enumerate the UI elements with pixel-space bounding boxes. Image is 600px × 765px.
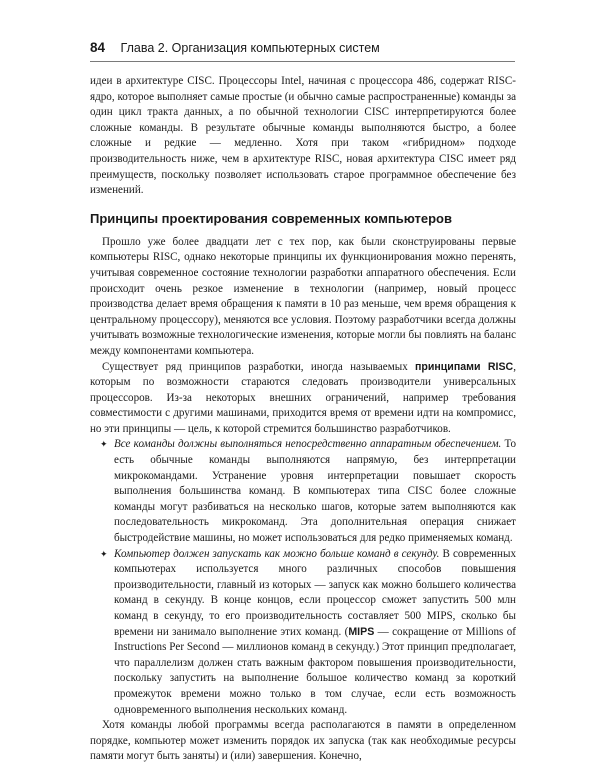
page-number: 84 bbox=[90, 40, 106, 55]
chapter-title: Глава 2. Организация компьютерных систем bbox=[120, 41, 380, 55]
bullet-diamond-icon: ✦ bbox=[100, 439, 108, 450]
principle-lead: Компьютер должен запускать как можно больше команд в секунду. bbox=[114, 547, 440, 560]
page-body bbox=[90, 74, 516, 765]
intro-paragraph: идеи в архитектуре CISC. Процессоры Intel, начиная с процессора 486, содержат RISC-ядро, которое выполняет самые простые (и обычно самые распространенные) команды за один цикл тракта данных, а по обычной технологии CISC интерпретируются более сложные команды. В результате обычные команды выполняются быстро, а более сложные и редкие — медленно. Хотя при таком «гибридном» подходе производительность ниже, чем в архитектуре RISC, новая архитектура CISC имеет ряд преимуществ, поскольку позволяет использовать старое программное обеспечение без изменений. bbox=[90, 75, 516, 197]
principles-list bbox=[90, 437, 516, 718]
principle-text: То есть обычные команды выполняются напрямую, без интерпретации микрокомандами. Устранение уровня интерпретации повышает скорость выполнения большинства команд. В компьютерах типа CISC более сложные команды могут разбиваться на несколько шагов, которые затем выполняются как последовательность микрокоманд. Эта дополнительная операция снижает быстродействие машины, но может использоваться для редко применяемых команд. bbox=[114, 438, 517, 545]
bullet-diamond-icon: ✦ bbox=[100, 548, 108, 559]
mips-term: MIPS bbox=[348, 625, 375, 638]
paragraph-2 bbox=[90, 360, 516, 438]
principle-lead: Все команды должны выполняться непосредственно аппаратным обеспечением. bbox=[114, 438, 502, 451]
risc-principles-term: принципами RISC bbox=[415, 360, 514, 373]
section-heading: Принципы проектирования современных компьютеров bbox=[90, 210, 452, 226]
running-header bbox=[90, 40, 515, 62]
principle-text-continued: — сокращение от Millions of Instructions Per Second — миллионов команд в секунду.) Этот принцип предполагает, что параллелизм должен стать важным фактором повышения производительности, поскольку запустить на выполнение большое количество команд за короткий промежуток времени можно только в том случае, если есть возможность одновременного выполнения нескольких команд. bbox=[114, 625, 516, 716]
list-item bbox=[90, 547, 516, 719]
list-item bbox=[90, 437, 516, 546]
paragraph-1: Прошло уже более двадцати лет с тех пор, как были сконструированы первые компьютеры RISC, однако некоторые принципы их функционирования можно перенять, учитывая современное состояние технологии разработки аппаратного обеспечения. Если происходит очень резкое изменение в технологии (например, новый процесс производства делает время обращения к памяти в 10 раз меньше, чем время обращения к центральному процессору), меняются все условия. Поэтому разработчики всегда должны учитывать возможные технологические изменения, которые могли бы повлиять на баланс между компонентами компьютера. bbox=[90, 235, 516, 357]
principle-text: В современных компьютерах используется много различных способов повышения производительности, главный из которых — запуск как можно большего количества команд в секунду. В конце концов, если процессор сможет запустить 500 млн команд в секунду, то его производительность составляет 500 MIPS, сколько бы времени ни занимало выполнение этих команд. ( bbox=[114, 547, 516, 638]
paragraph-2-text-after: , которым по возможности стараются следовать производители универсальных процессоров. Из-за некоторых внешних ограничений, например требования совместимости с другими машинами, приходится время от времени идти на компромисс, но эти принципы — цель, к которой стремится большинство разработчиков. bbox=[90, 360, 516, 435]
paragraph-2-text-before: Существует ряд принципов разработки, иногда называемых bbox=[102, 360, 416, 373]
paragraph-3: Хотя команды любой программы всегда располагаются в памяти в определенном порядке, компьютер может изменить порядок их запуска (так как необходимые ресурсы памяти могут быть заняты) и (или) завершения. Конечно, bbox=[90, 719, 516, 763]
